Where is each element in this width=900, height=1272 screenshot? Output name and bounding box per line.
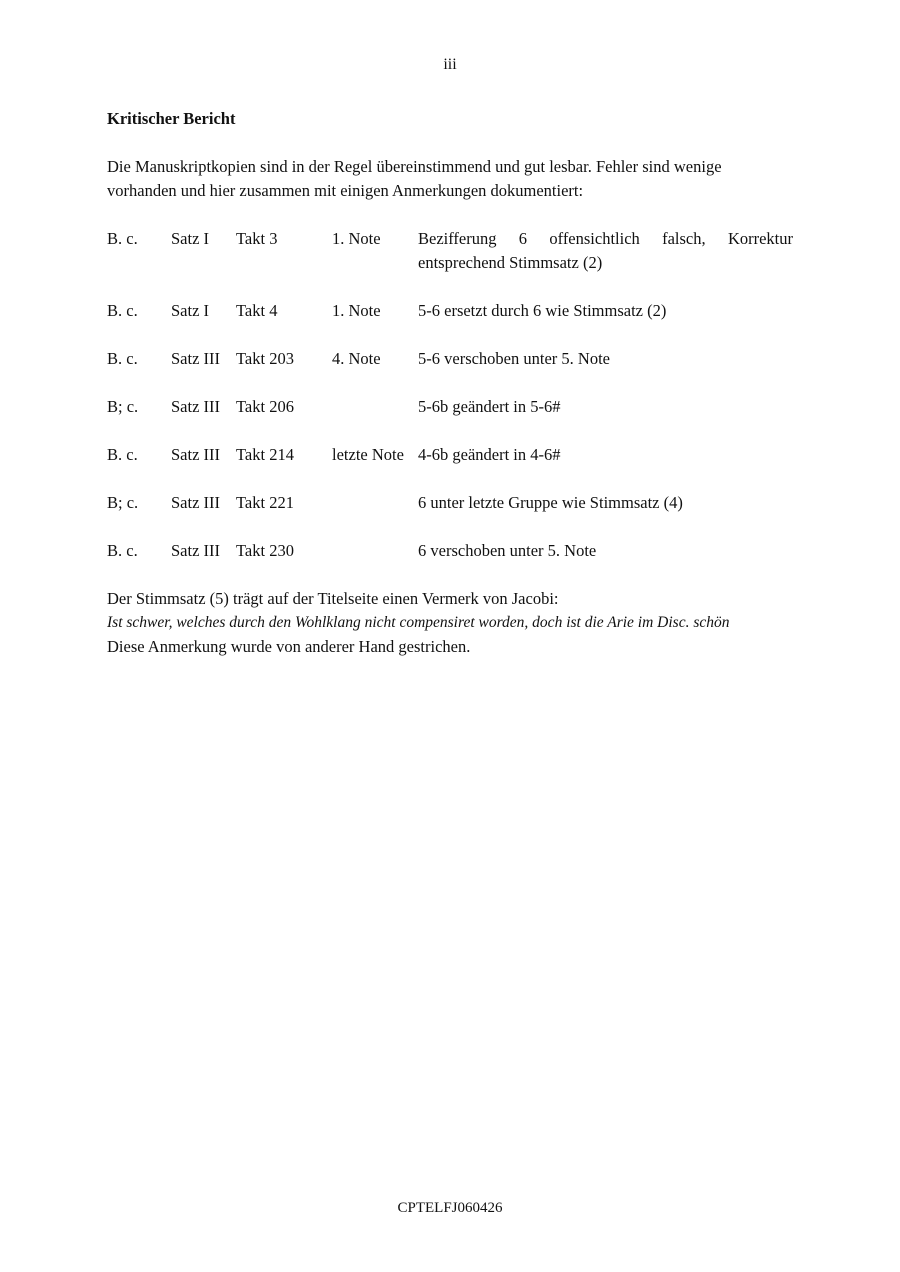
remark-intro: Der Stimmsatz (5) trägt auf der Titelseite einen Vermerk von Jacobi: [107, 589, 559, 608]
note-cell [332, 491, 418, 515]
description-cell: 5-6 verschoben unter 5. Note [418, 349, 610, 368]
part-cell: B. c. [107, 301, 138, 320]
correction-row [107, 491, 793, 515]
description-cell: 6 verschoben unter 5. Note [418, 541, 597, 560]
document-id-footer: CPTELFJ060426 [397, 1200, 503, 1216]
intro-paragraph: Die Manuskriptkopien sind in der Regel übereinstimmend und gut lesbar. Fehler sind wenige vorhanden und hier zusammen mit einigen Anmerkungen dokumentiert: [107, 157, 722, 200]
movement-cell: Satz I [171, 229, 210, 248]
bar-cell: Takt 203 [236, 349, 294, 368]
report-body [107, 107, 793, 659]
part-cell: B. c. [107, 445, 138, 464]
note-cell: 1. Note [332, 229, 381, 248]
description-cell: 6 unter letzte Gruppe wie Stimmsatz (4) [418, 493, 683, 512]
correction-row [107, 347, 793, 371]
correction-row [107, 443, 793, 467]
correction-row [107, 539, 793, 563]
movement-cell: Satz III [171, 397, 221, 416]
section-heading: Kritischer Bericht [107, 109, 236, 128]
bar-cell: Takt 3 [236, 229, 278, 248]
correction-row [107, 227, 793, 275]
correction-row [107, 395, 793, 419]
correction-row [107, 299, 793, 323]
movement-cell: Satz III [171, 445, 221, 464]
bar-cell: Takt 4 [236, 301, 278, 320]
description-cell: 4-6b geändert in 4-6# [418, 445, 561, 464]
movement-cell: Satz III [171, 493, 221, 512]
bar-cell: Takt 206 [236, 397, 294, 416]
bar-cell: Takt 214 [236, 445, 294, 464]
movement-cell: Satz I [171, 301, 210, 320]
page-number: iii [443, 56, 457, 73]
part-cell: B. c. [107, 229, 138, 248]
note-cell [332, 395, 418, 419]
part-cell: B. c. [107, 541, 138, 560]
bar-cell: Takt 221 [236, 493, 294, 512]
movement-cell: Satz III [171, 541, 221, 560]
corrections-list [107, 227, 793, 563]
part-cell: B; c. [107, 493, 139, 512]
note-cell: letzte Note [332, 445, 404, 464]
note-cell: 1. Note [332, 301, 381, 320]
description-cell: Bezifferung 6 offensichtlich falsch, Korrektur entsprechend Stimmsatz (2) [418, 229, 793, 272]
part-cell: B; c. [107, 397, 139, 416]
part-cell: B. c. [107, 349, 138, 368]
description-cell: 5-6 ersetzt durch 6 wie Stimmsatz (2) [418, 301, 667, 320]
note-cell: 4. Note [332, 349, 381, 368]
bar-cell: Takt 230 [236, 541, 294, 560]
remark-note: Diese Anmerkung wurde von anderer Hand gestrichen. [107, 637, 471, 656]
note-cell [332, 539, 418, 563]
description-cell: 5-6b geändert in 5-6# [418, 397, 561, 416]
remark-quote: Ist schwer, welches durch den Wohlklang nicht compensiret worden, doch ist die Arie im Disc. schön [107, 614, 730, 631]
movement-cell: Satz III [171, 349, 221, 368]
